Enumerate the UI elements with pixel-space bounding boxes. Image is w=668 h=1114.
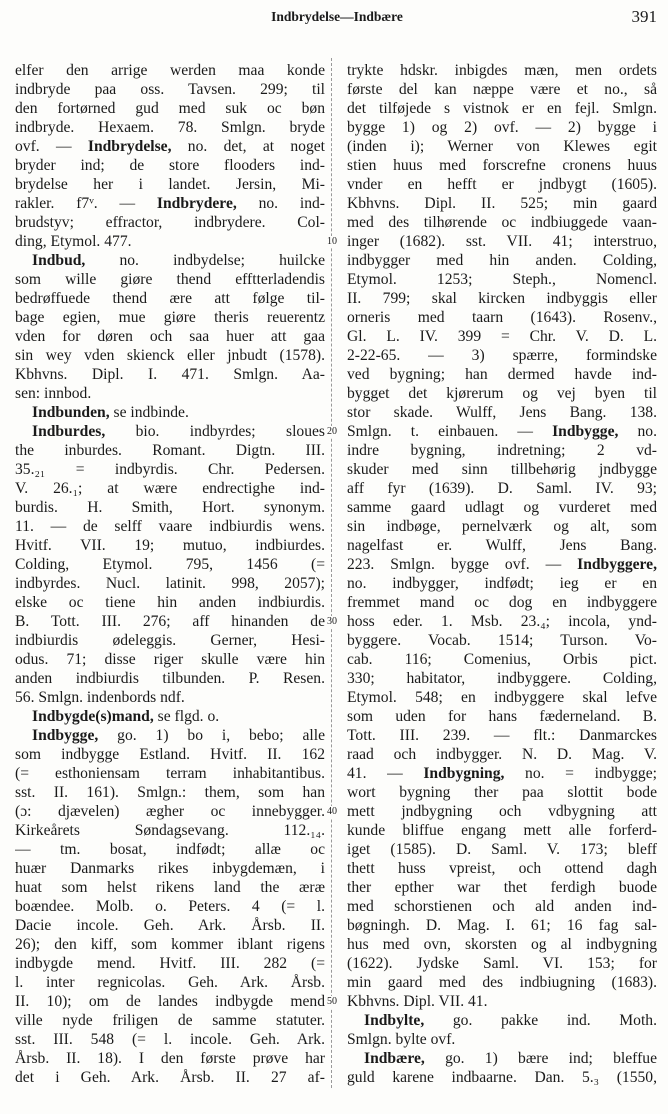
text-line xyxy=(15,308,325,327)
text-run: indbygger med hin anden. Colding, xyxy=(347,252,657,269)
text-line xyxy=(347,498,657,517)
text-run: se flgd. o. xyxy=(153,708,220,725)
headword: Indbunden, xyxy=(32,404,110,421)
text-run: indbryde paa oss. Tavsen. 299; til xyxy=(15,81,325,98)
text-run: anden indbiurdis tilbunden. P. Resen. xyxy=(15,670,325,687)
text-run: Smlgn. t. einbauen. — xyxy=(347,423,553,440)
text-line xyxy=(15,992,325,1011)
text-line xyxy=(15,118,325,137)
text-line xyxy=(15,80,325,99)
text-run: go. pakke ind. Moth. xyxy=(424,1012,657,1029)
text-run: (inden i); Werner von Klewes egit xyxy=(347,138,657,155)
text-line xyxy=(15,878,325,897)
text-line xyxy=(347,99,657,118)
running-head: Indbrydelse—Indbære xyxy=(271,9,403,24)
text-line xyxy=(15,916,325,935)
text-line xyxy=(15,441,325,460)
text-line xyxy=(347,460,657,479)
text-run: Årsb. II. 18). I den første prøve har xyxy=(15,1050,325,1067)
text-run: stor skade. Wulff, Jens Bang. 138. xyxy=(347,404,657,421)
text-line xyxy=(347,764,657,783)
text-line xyxy=(347,1011,657,1030)
text-run: nagelfast er. Wulff, Jens Bang. xyxy=(347,537,657,554)
left-column xyxy=(15,61,325,1087)
text-run: (= esthoniensam terram inhabitantibus. xyxy=(15,765,325,782)
text-run: huat som helst rikens land the æræ xyxy=(15,879,325,896)
text-run: med des tilhørende oc indbiuggede vaan- xyxy=(347,214,657,231)
text-line xyxy=(15,175,325,194)
text-line xyxy=(15,954,325,973)
text-line xyxy=(15,612,325,631)
text-line xyxy=(347,536,657,555)
headword: Indbygning, xyxy=(423,765,505,782)
text-run: fremmet mand oc dog en indbyggere xyxy=(347,594,657,611)
text-run: bage egien, mue giøre theris reuerentz xyxy=(15,309,325,326)
text-line xyxy=(15,346,325,365)
text-line xyxy=(15,650,325,669)
text-run: som wille giøre thend efftterladendis xyxy=(15,271,325,288)
line-number: 30 xyxy=(327,616,337,627)
text-line xyxy=(15,973,325,992)
text-run: den fortørned gud med suk oc bøn xyxy=(15,100,325,117)
text-run: II. 10); om de landes indbygde mend xyxy=(15,993,325,1010)
text-line xyxy=(15,669,325,688)
text-line xyxy=(347,213,657,232)
text-line xyxy=(15,99,325,118)
text-line xyxy=(347,346,657,365)
headword: Indbud, xyxy=(32,252,86,269)
text-run: min gaard med des indbiugning (1683). xyxy=(347,974,657,991)
text-run: V. 26.₁; at wære endrectighe ind- xyxy=(15,480,325,497)
text-run: rakler. f7ᵛ. — xyxy=(15,195,157,212)
text-run: sst. II. 161). Smlgn.: them, som han xyxy=(15,784,325,801)
text-line xyxy=(347,327,657,346)
text-line xyxy=(15,574,325,593)
headword: Indbygde(s)mand, xyxy=(32,708,154,725)
text-line xyxy=(347,897,657,916)
text-run: første del kan næppe være et no., så xyxy=(347,81,657,98)
text-run: det tilføjede s vistnok er en fejl. Smlgn. xyxy=(347,100,657,117)
headword: Indbyggere, xyxy=(577,556,657,573)
text-line xyxy=(15,707,325,726)
text-line xyxy=(347,384,657,403)
text-run: no. ind- xyxy=(236,195,325,212)
text-line xyxy=(347,574,657,593)
text-run: Kirkeårets Søndagsevang. 112.₁₄. xyxy=(15,822,325,839)
headword: Indbygge, xyxy=(32,727,99,744)
text-line xyxy=(347,403,657,422)
text-run: trykte hdskr. inbigdes mæn, men ordets xyxy=(347,62,657,79)
text-run: samme gaard udlagt og vurderet med xyxy=(347,499,657,516)
text-run: the inburdes. Romant. Digtn. III. xyxy=(15,442,325,459)
text-run: no. xyxy=(618,423,657,440)
text-run: ovf. — xyxy=(15,138,88,155)
text-run: bedrøffuede thend ære att følge til- xyxy=(15,290,325,307)
text-line xyxy=(347,878,657,897)
text-line xyxy=(347,555,657,574)
text-line xyxy=(15,1030,325,1049)
text-line xyxy=(15,251,325,270)
text-run: Gl. L. IV. 399 = Chr. V. D. L. xyxy=(347,328,657,345)
text-line xyxy=(15,802,325,821)
text-line xyxy=(15,821,325,840)
text-line xyxy=(15,365,325,384)
text-run: med schorstienen och ald anden ind- xyxy=(347,898,657,915)
headword: Indbrydere, xyxy=(156,195,237,212)
text-run: Kbhvns. Dipl. I. 471. Smlgn. Aa- xyxy=(15,366,325,383)
text-run: ther epther war thet ferdigh buode xyxy=(347,879,657,896)
text-run: det i Geh. Ark. Årsb. II. 27 af- xyxy=(15,1069,325,1086)
text-run: 56. Smlgn. indenbords ndf. xyxy=(15,689,185,706)
text-run: bygget det kjørerum og vej byen til xyxy=(347,385,657,402)
text-line xyxy=(15,631,325,650)
text-line xyxy=(347,137,657,156)
text-line xyxy=(347,707,657,726)
text-run: hoss eder. 1. Msb. 23.₄; incola, ynd- xyxy=(347,613,657,630)
text-run: Tott. III. 239. — flt.: Danmarckes xyxy=(347,727,657,744)
text-line xyxy=(347,916,657,935)
text-run: 41. — xyxy=(347,765,424,782)
text-line xyxy=(15,61,325,80)
text-run: burdis. H. Smith, Hort. synonym. xyxy=(15,499,325,516)
text-line xyxy=(347,61,657,80)
text-line xyxy=(347,1049,657,1068)
text-run: iget (1585). D. Saml. V. 173; bleff xyxy=(347,841,657,858)
text-run: sin wey vden skienck eller jnbudt (1578). xyxy=(15,347,325,364)
text-run: indbiurdis ødeleggis. Gerner, Hesi- xyxy=(15,632,325,649)
text-run: Kbhvns. Dipl. II. 525; min gaard xyxy=(347,195,657,212)
text-line xyxy=(347,612,657,631)
text-line xyxy=(347,441,657,460)
text-line xyxy=(347,992,657,1011)
text-run: odus. 71; disse riger skulle være hin xyxy=(15,651,325,668)
text-line xyxy=(15,213,325,232)
text-run: thett huss vpreist, och ottend dagh xyxy=(347,860,657,877)
text-run: no. = indbygge; xyxy=(504,765,657,782)
text-line xyxy=(347,80,657,99)
text-run: stien huus med forscrefne cronens huus xyxy=(347,157,657,174)
text-line xyxy=(15,935,325,954)
text-run: Dacie incole. Geh. Ark. Årsb. II. xyxy=(15,917,325,934)
text-line xyxy=(347,840,657,859)
text-run: no. det, at noget xyxy=(171,138,325,155)
text-line xyxy=(347,422,657,441)
text-run: indre bygning, indretning; 2 vd- xyxy=(347,442,657,459)
text-run: huær Danmarks rikes inbygdemæn, i xyxy=(15,860,325,877)
text-line xyxy=(347,1030,657,1049)
text-line xyxy=(347,859,657,878)
text-run: indbyrdes. Nucl. latinit. 998, 2057); xyxy=(15,575,325,592)
text-run: (1622). Jydske Saml. VI. 153; for xyxy=(347,955,657,972)
text-run: byggere. Vocab. 1514; Turson. Vo- xyxy=(347,632,657,649)
text-line xyxy=(15,384,325,403)
text-run: Smlgn. bylte ovf. xyxy=(347,1031,456,1048)
text-line xyxy=(15,764,325,783)
text-line xyxy=(347,365,657,384)
text-line xyxy=(347,251,657,270)
text-run: se indbinde. xyxy=(109,404,189,421)
text-line xyxy=(15,289,325,308)
text-run: aff fyr (1639). D. Saml. IV. 93; xyxy=(347,480,657,497)
text-run: ville nyde friligen de samme statuter. xyxy=(15,1012,325,1029)
text-line xyxy=(15,232,325,251)
line-number: 40 xyxy=(327,806,337,817)
text-run: go. 1) bære ind; bleffue xyxy=(424,1050,657,1067)
text-run: mett jndbygning och vdbygning att xyxy=(347,803,657,820)
text-line xyxy=(347,517,657,536)
text-run: som indbygge Estland. Hvitf. II. 162 xyxy=(15,746,325,763)
text-line xyxy=(347,118,657,137)
page-number: 391 xyxy=(631,7,657,26)
text-line xyxy=(15,403,325,422)
text-run: 330; habitator, indbyggere. Colding, xyxy=(347,670,657,687)
text-run: elske oc tiene hin anden indbiurdis. xyxy=(15,594,325,611)
text-run: brydelse her i landet. Jersin, Mi- xyxy=(15,176,325,193)
text-line xyxy=(15,517,325,536)
text-line xyxy=(15,460,325,479)
text-line xyxy=(347,783,657,802)
text-line xyxy=(347,802,657,821)
text-line xyxy=(15,137,325,156)
text-line xyxy=(15,536,325,555)
text-run: indbygde mend. Hvitf. III. 282 (= xyxy=(15,955,325,972)
text-line xyxy=(15,479,325,498)
text-line xyxy=(347,175,657,194)
text-run: vden for døren och saa huer att gaa xyxy=(15,328,325,345)
text-line xyxy=(15,688,325,707)
text-line xyxy=(347,935,657,954)
text-run: sin indbøge, pernelværk og alt, som xyxy=(347,518,657,535)
text-run: Kbhvns. Dipl. VII. 41. xyxy=(347,993,488,1010)
text-line xyxy=(15,498,325,517)
text-run: cab. 116; Comenius, Orbis pict. xyxy=(347,651,657,668)
text-run: no. indbydelse; huilcke xyxy=(85,252,325,269)
text-run: no. indbygger, indfødt; ieg er en xyxy=(347,575,657,592)
text-line xyxy=(347,232,657,251)
headword: Indbylte, xyxy=(364,1012,425,1029)
text-run: inger (1682). sst. VII. 41; interstruo, xyxy=(347,233,657,250)
line-number: 20 xyxy=(327,426,337,437)
text-line xyxy=(15,1011,325,1030)
text-line xyxy=(347,479,657,498)
text-run: elfer den arrige werden maa konde xyxy=(15,62,325,79)
text-line xyxy=(347,726,657,745)
text-line xyxy=(347,745,657,764)
text-line xyxy=(347,631,657,650)
text-line xyxy=(15,422,325,441)
text-line xyxy=(15,593,325,612)
text-line xyxy=(347,688,657,707)
text-run: — tm. bosat, indfødt; allæ oc xyxy=(15,841,325,858)
text-line xyxy=(347,270,657,289)
text-run: skuder med sinn tillbehørig jndbygge xyxy=(347,461,657,478)
text-line xyxy=(15,270,325,289)
text-line xyxy=(15,555,325,574)
text-run: vnder en hefft er jndbygt (1605). xyxy=(347,176,657,193)
page-header xyxy=(0,7,668,27)
text-line xyxy=(15,840,325,859)
text-line xyxy=(15,1049,325,1068)
column-divider xyxy=(331,58,333,1088)
text-run: Etymol. 548; en indbyggere skal lefve xyxy=(347,689,657,706)
text-run: 2-22-65. — 3) spærre, formindske xyxy=(347,347,657,364)
line-number: 50 xyxy=(327,996,337,1007)
text-line xyxy=(347,156,657,175)
text-run: bio. indbyrdes; sloues xyxy=(105,423,325,440)
text-line xyxy=(15,783,325,802)
text-line xyxy=(347,650,657,669)
text-line xyxy=(15,194,325,213)
text-run: 223. Smlgn. bygge ovf. — xyxy=(347,556,578,573)
text-run: sen: innbod. xyxy=(15,385,92,402)
text-run: bryder ind; de store flooders ind- xyxy=(15,157,325,174)
headword: Indbære, xyxy=(364,1050,425,1067)
text-run: l. inter regnicolas. Geh. Ark. Årsb. xyxy=(15,974,325,991)
text-run: (ɔ: djævelen) ægher oc innebygger. xyxy=(15,803,325,820)
text-run: wort bygning ther paa slottit bode xyxy=(347,784,657,801)
text-run: raad och indbygger. N. D. Mag. V. xyxy=(347,746,657,763)
text-run: som uden for hans fæderneland. B. xyxy=(347,708,657,725)
text-line xyxy=(347,821,657,840)
right-column xyxy=(347,61,657,1087)
text-run: Hvitf. VII. 19; mutuo, indbiurdes. xyxy=(15,537,325,554)
text-run: kunde bliffue engang mett alle forferd- xyxy=(347,822,657,839)
text-line xyxy=(15,327,325,346)
text-run: ved bygning; han dermed havde ind- xyxy=(347,366,657,383)
text-run: go. 1) bo i, bebo; alle xyxy=(98,727,325,744)
text-run: Etymol. 1253; Steph., Nomencl. xyxy=(347,271,657,288)
text-line xyxy=(347,289,657,308)
text-run: 11. — de selff vaare indbiurdis wens. xyxy=(15,518,325,535)
text-run: bygge 1) og 2) ovf. — 2) bygge i xyxy=(347,119,657,136)
headword: Indbrydelse, xyxy=(87,138,172,155)
text-line xyxy=(347,954,657,973)
text-line xyxy=(347,194,657,213)
text-line xyxy=(15,726,325,745)
text-line xyxy=(15,859,325,878)
headword: Indburdes, xyxy=(32,423,106,440)
text-run: Colding, Etymol. 795, 1456 (= xyxy=(15,556,325,573)
text-line xyxy=(347,973,657,992)
text-line xyxy=(15,1068,325,1087)
text-line xyxy=(347,308,657,327)
text-run: II. 799; skal kircken indbyggis eller xyxy=(347,290,657,307)
text-line xyxy=(347,669,657,688)
text-run: boændee. Molb. o. Peters. 4 (= l. xyxy=(15,898,325,915)
text-run: indbryde. Hexaem. 78. Smlgn. bryde xyxy=(15,119,325,136)
text-line xyxy=(15,156,325,175)
text-line xyxy=(347,1068,657,1087)
line-number: 10 xyxy=(327,236,337,247)
text-line xyxy=(15,745,325,764)
headword: Indbygge, xyxy=(552,423,619,440)
text-run: bøgningh. D. Mag. I. 61; 16 fag sal- xyxy=(347,917,657,934)
text-line xyxy=(15,897,325,916)
text-run: ding, Etymol. 477. xyxy=(15,233,132,250)
text-run: B. Tott. III. 276; aff hinanden de xyxy=(15,613,325,630)
text-run: 35.₂₁ = indbyrdis. Chr. Pedersen. xyxy=(15,461,325,478)
text-run: hus med ovn, skorsten og al indbygning xyxy=(347,936,657,953)
text-run: orneris med taarn (1643). Rosenv., xyxy=(347,309,657,326)
text-run: guld karene indbaarne. Dan. 5.₃ (1550, xyxy=(347,1069,657,1086)
text-run: sst. III. 548 (= l. incole. Geh. Ark. xyxy=(15,1031,325,1048)
text-run: brudstyv; effractor, indbrydere. Col- xyxy=(15,214,325,231)
text-run: 26); den kiff, som kommer iblant rigens xyxy=(15,936,325,953)
text-line xyxy=(347,593,657,612)
